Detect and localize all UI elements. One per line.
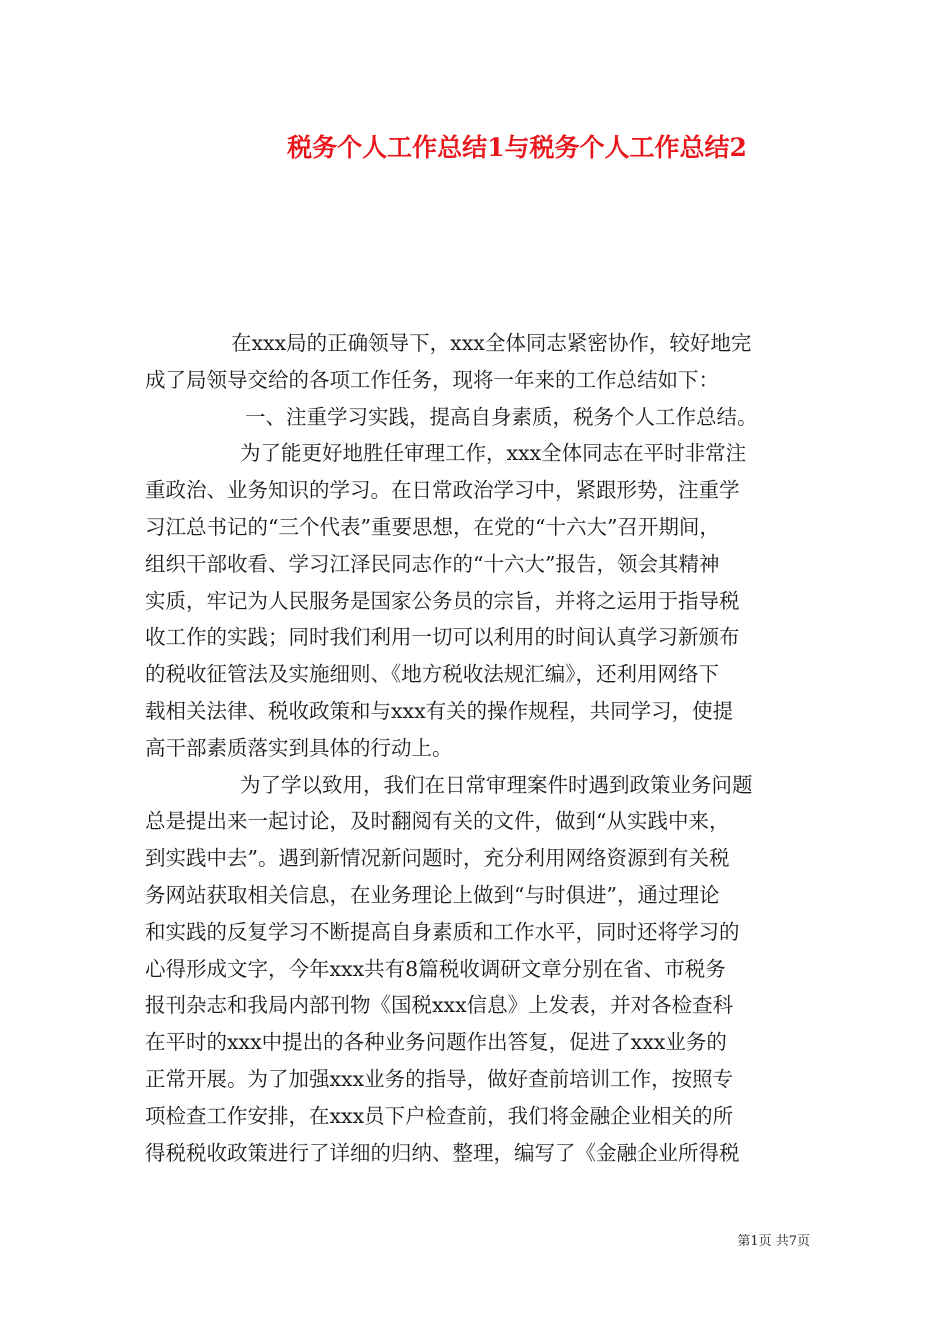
paragraph-line: 习江总书记的“三个代表”重要思想，在党的“十六大”召开期间， [145, 514, 720, 539]
paragraph-line: 在平时的xxx中提出的各种业务问题作出答复，促进了xxx业务的 [145, 1030, 727, 1055]
section-heading: 一、注重学习实践，提高自身素质，税务个人工作总结。 [245, 404, 758, 429]
document-body [145, 325, 810, 1171]
paragraph-line: 重政治、业务知识的学习。在日常政治学习中，紧跟形势，注重学 [145, 478, 740, 503]
paragraph-line: 总是提出来一起讨论，及时翻阅有关的文件，做到“从实践中来， [145, 809, 730, 834]
paragraph-line: 心得形成文字，今年xxx共有8篇税收调研文章分别在省、市税务 [145, 956, 726, 981]
paragraph-line: 组织干部收看、学习江泽民同志作的“十六大”报告，领会其精神 [145, 551, 720, 576]
paragraph-line: 项检查工作安排，在xxx员下户检查前，我们将金融企业相关的所 [145, 1103, 734, 1128]
paragraph-line: 和实践的反复学习不断提高自身素质和工作水平，同时还将学习的 [145, 919, 740, 944]
page-number: 第1页 共7页 [737, 1234, 810, 1249]
paragraph-line: 的税收征管法及实施细则、《地方税收法规汇编》，还利用网络下 [145, 662, 719, 687]
paragraph-line: 实质，牢记为人民服务是国家公务员的宗旨，并将之运用于指导税 [145, 588, 740, 613]
paragraph-line: 在xxx局的正确领导下，xxx全体同志紧密协作，较好地完 [231, 331, 752, 355]
paragraph-line: 到实践中去”。遇到新情况新问题时，充分利用网络资源到有关税 [145, 846, 730, 871]
paragraph-line: 务网站获取相关信息，在业务理论上做到“与时俱进”，通过理论 [145, 882, 720, 907]
page-title: 税务个人工作总结1与税务个人工作总结2 [287, 133, 747, 162]
paragraph-line: 得税税收政策进行了详细的归纳、整理，编写了《金融企业所得税 [145, 1140, 740, 1165]
paragraph-line: 载相关法律、税收政策和与xxx有关的操作规程，共同学习，使提 [145, 698, 734, 723]
paragraph-line: 成了局领导交给的各项工作任务，现将一年来的工作总结如下： [145, 367, 719, 392]
paragraph-line: 正常开展。为了加强xxx业务的指导，做好查前培训工作，按照专 [145, 1066, 734, 1091]
paragraph-line: 为了学以致用，我们在日常审理案件时遇到政策业务问题 [240, 772, 753, 797]
paragraph-line: 收工作的实践；同时我们利用一切可以利用的时间认真学习新颁布 [145, 625, 740, 650]
paragraph-line: 高干部素质落实到具体的行动上。 [145, 735, 453, 760]
paragraph-line: 报刊杂志和我局内部刊物《国税xxx信息》上发表，并对各检查科 [145, 993, 734, 1018]
paragraph-line: 为了能更好地胜任审理工作，xxx全体同志在平时非常注 [240, 441, 747, 466]
